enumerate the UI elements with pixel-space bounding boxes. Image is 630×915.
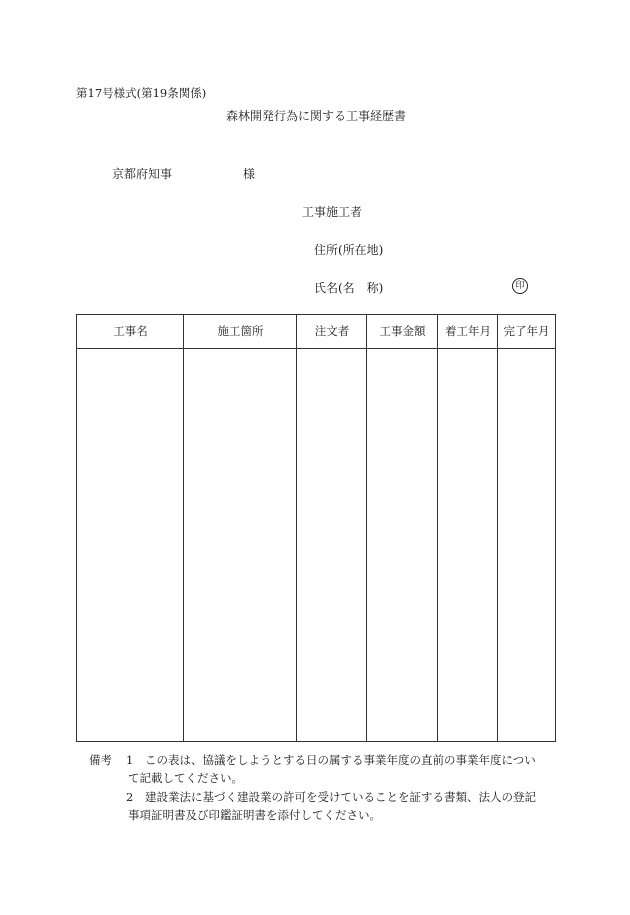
construction-history-table	[76, 314, 556, 742]
addressee-honorific: 様	[243, 167, 256, 181]
header-cell-construction-site: 施工箇所	[217, 324, 264, 338]
notes-label: 備考	[89, 753, 112, 767]
note-1-number: 1	[126, 753, 134, 767]
name-label: 氏名(名 称)	[314, 281, 384, 295]
addressee-name: 京都府知事	[112, 167, 173, 181]
header-cell-client: 注文者	[314, 324, 350, 338]
column-completion-date	[498, 315, 555, 741]
note-1-line-2: て記載してください。	[128, 771, 243, 785]
contractor-label: 工事施工者	[302, 205, 363, 219]
seal-mark: 印	[512, 278, 528, 294]
address-label: 住所(所在地)	[314, 243, 384, 257]
column-start-date	[438, 315, 498, 741]
table-header-row	[77, 315, 555, 349]
header-cell-amount: 工事金額	[379, 324, 426, 338]
column-client	[297, 315, 367, 741]
column-construction-name	[77, 315, 184, 741]
note-1-line-1: この表は、協議をしようとする日の属する事業年度の直前の事業年度につい	[145, 753, 536, 767]
header-cell-construction-name: 工事名	[113, 324, 148, 338]
header-cell-completion-date: 完了年月	[503, 324, 550, 338]
note-2-line-1: 建設業法に基づく建設業の許可を受けていることを証する書類、法人の登記	[145, 790, 536, 804]
note-2-number: 2	[126, 790, 134, 804]
document-title: 森林開発行為に関する工事経歴書	[226, 109, 407, 123]
header-cell-start-date: 着工年月	[445, 324, 491, 338]
column-construction-site	[184, 315, 297, 741]
column-amount	[367, 315, 438, 741]
note-2-line-2: 事項証明書及び印鑑証明書を添付してください。	[128, 808, 381, 822]
form-number: 第17号様式(第19条関係)	[76, 86, 207, 100]
